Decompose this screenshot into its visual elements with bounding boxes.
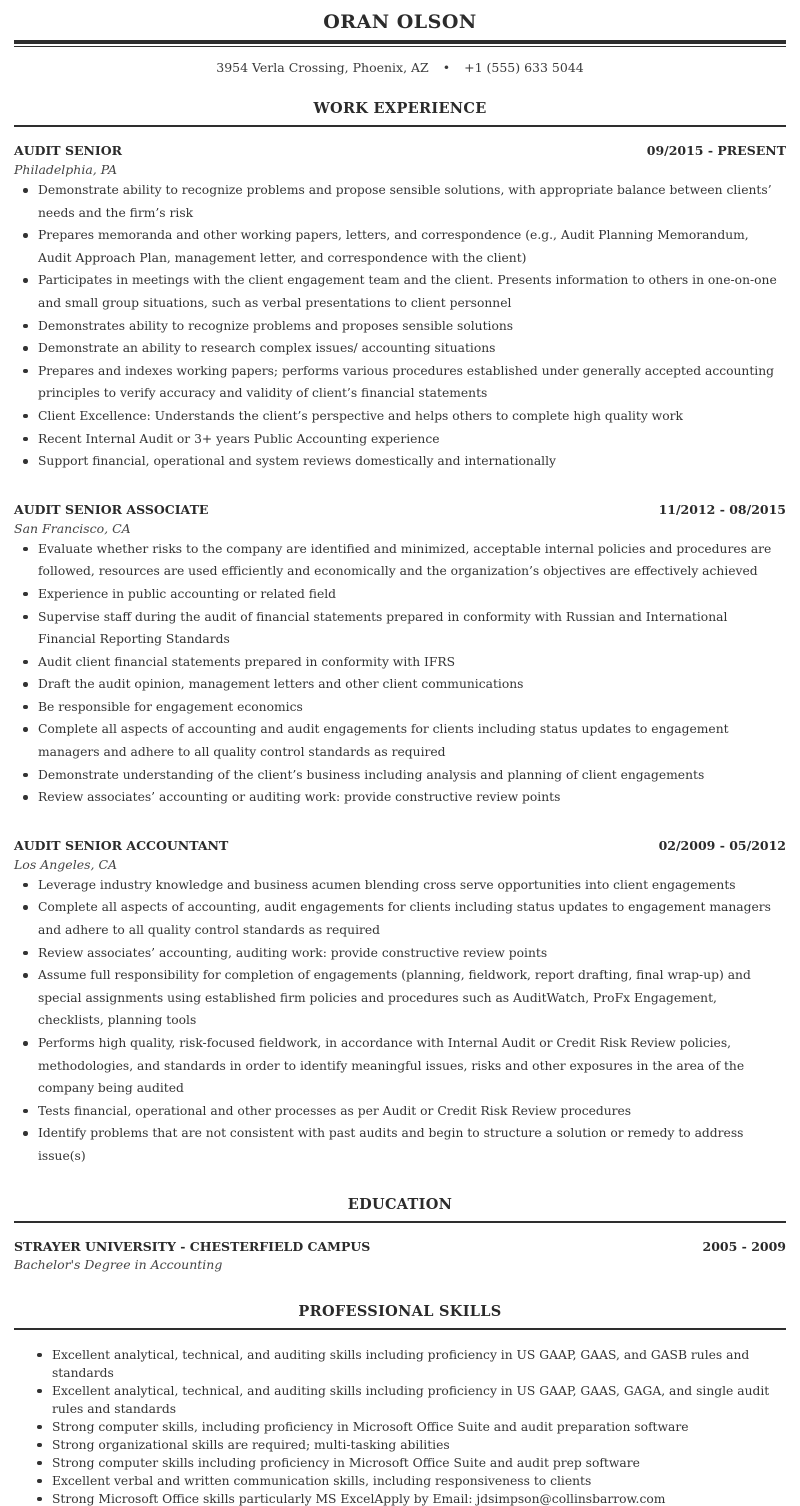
education-header [14, 1239, 786, 1257]
list-item: Excellent analytical, technical, and auditing skills including proficiency in US GAAP, GAAS, and GASB rules and standards [28, 1346, 786, 1382]
skills-section [14, 1303, 786, 1506]
list-item: Be responsible for engagement economics [14, 696, 786, 719]
job-title: AUDIT SENIOR ACCOUNTANT [14, 837, 229, 853]
job-location: San Francisco, CA [14, 520, 131, 536]
contact-phone: +1 (555) 633 5044 [464, 60, 584, 75]
section-divider [14, 1221, 786, 1223]
education-section [14, 1196, 786, 1275]
list-item: Client Excellence: Understands the client’s perspective and helps others to complete high quality work [14, 405, 786, 428]
job-header [14, 838, 786, 856]
list-item: Support financial, operational and system reviews domestically and internationally [14, 450, 786, 473]
list-item: Strong computer skills including proficiency in Microsoft Office Suite and audit prep software [28, 1454, 786, 1472]
list-item: Review associates’ accounting, auditing work: provide constructive review points [14, 942, 786, 965]
header-divider-thin [14, 46, 786, 47]
list-item: Tests financial, operational and other processes as per Audit or Credit Risk Review procedures [14, 1100, 786, 1123]
list-item: Supervise staff during the audit of financial statements prepared in conformity with Russian and International Financial Reporting Standards [14, 606, 786, 651]
job-duties [14, 874, 786, 1168]
section-title-skills: PROFESSIONAL SKILLS [298, 1302, 502, 1320]
list-item: Demonstrate ability to recognize problems and propose sensible solutions, with appropriate balance between clients’ needs and the firm’s risk [14, 179, 786, 224]
section-title-education: EDUCATION [347, 1195, 453, 1213]
list-item: Complete all aspects of accounting, audit engagements for clients including status updates to engagement managers and adhere to all quality control standards as required [14, 896, 786, 941]
job-duties [14, 179, 786, 473]
skills-list [28, 1346, 786, 1506]
education-entry [14, 1239, 786, 1275]
education-dates: 2005 - 2009 [702, 1238, 786, 1254]
section-divider [14, 125, 786, 127]
job-entry [14, 838, 786, 1168]
list-item: Performs high quality, risk-focused fieldwork, in accordance with Internal Audit or Credit Risk Review policies, methodologies, and standards in order to identify meaningful issues, risks and other exposures in the area of the company being audited [14, 1032, 786, 1100]
list-item: Complete all aspects of accounting and audit engagements for clients including status updates to engagement managers and adhere to all quality control standards as required [14, 718, 786, 763]
list-item: Leverage industry knowledge and business acumen blending cross serve opportunities into client engagements [14, 874, 786, 897]
list-item: Experience in public accounting or related field [14, 583, 786, 606]
job-title: AUDIT SENIOR ASSOCIATE [14, 501, 209, 517]
header-divider-thick [14, 40, 786, 44]
job-duties [14, 538, 786, 809]
contact-address: 3954 Verla Crossing, Phoenix, AZ [216, 60, 429, 75]
list-item: Excellent verbal and written communication skills, including responsiveness to clients [28, 1472, 786, 1490]
list-item: Prepares and indexes working papers; performs various procedures established under generally accepted accounting principles to verify accuracy and validity of client’s financial statements [14, 360, 786, 405]
job-location: Philadelphia, PA [14, 162, 118, 177]
list-item: Draft the audit opinion, management letters and other client communications [14, 673, 786, 696]
list-item: Excellent analytical, technical, and auditing skills including proficiency in US GAAP, GAAS, GAGA, and single audit rules and standards [28, 1382, 786, 1418]
work-experience-section [14, 100, 786, 1168]
contact-line [14, 60, 786, 76]
list-item: Demonstrate understanding of the client’s business including analysis and planning of client engagements [14, 764, 786, 787]
list-item: Recent Internal Audit or 3+ years Public Accounting experience [14, 428, 786, 451]
list-item: Demonstrate an ability to research complex issues/ accounting situations [14, 337, 786, 360]
job-location: Los Angeles, CA [14, 856, 118, 872]
job-dates: 11/2012 - 08/2015 [658, 501, 786, 517]
candidate-name: ORAN OLSON [323, 11, 477, 33]
degree: Bachelor's Degree in Accounting [14, 1256, 223, 1272]
list-item: Prepares memoranda and other working papers, letters, and correspondence (e.g., Audit Planning Memorandum, Audit Approach Plan, management letter, and correspondence with the client) [14, 224, 786, 269]
job-entry [14, 502, 786, 809]
section-divider [14, 1328, 786, 1330]
contact-separator: • [442, 60, 451, 75]
school-name: STRAYER UNIVERSITY - CHESTERFIELD CAMPUS [14, 1238, 371, 1254]
list-item: Evaluate whether risks to the company are identified and minimized, acceptable internal policies and procedures are followed, resources are used efficiently and economically and the organization’s objectives are effectively achieved [14, 538, 786, 583]
list-item: Participates in meetings with the client engagement team and the client. Presents information to others in one-on-one and small group situations, such as verbal presentations to client personnel [14, 269, 786, 314]
list-item: Strong Microsoft Office skills particularly MS ExcelApply by Email: jdsimpson@collinsbarrow.com [28, 1490, 786, 1506]
job-entry [14, 143, 786, 473]
job-dates: 09/2015 - PRESENT [646, 143, 786, 158]
list-item: Strong organizational skills are required; multi-tasking abilities [28, 1436, 786, 1454]
section-title-work: WORK EXPERIENCE [313, 100, 487, 117]
list-item: Audit client financial statements prepared in conformity with IFRS [14, 651, 786, 674]
job-header [14, 502, 786, 520]
job-title: AUDIT SENIOR [14, 143, 123, 158]
list-item: Demonstrates ability to recognize problems and proposes sensible solutions [14, 315, 786, 338]
list-item: Review associates’ accounting or auditing work: provide constructive review points [14, 786, 786, 809]
job-dates: 02/2009 - 05/2012 [658, 837, 786, 853]
job-header [14, 143, 786, 161]
list-item: Assume full responsibility for completion of engagements (planning, fieldwork, report drafting, final wrap-up) and special assignments using established firm policies and procedures such as AuditWatch, ProFx Engagement, checklists, planning tools [14, 964, 786, 1032]
list-item: Identify problems that are not consistent with past audits and begin to structure a solution or remedy to address issue(s) [14, 1122, 786, 1167]
list-item: Strong computer skills, including proficiency in Microsoft Office Suite and audit preparation software [28, 1418, 786, 1436]
